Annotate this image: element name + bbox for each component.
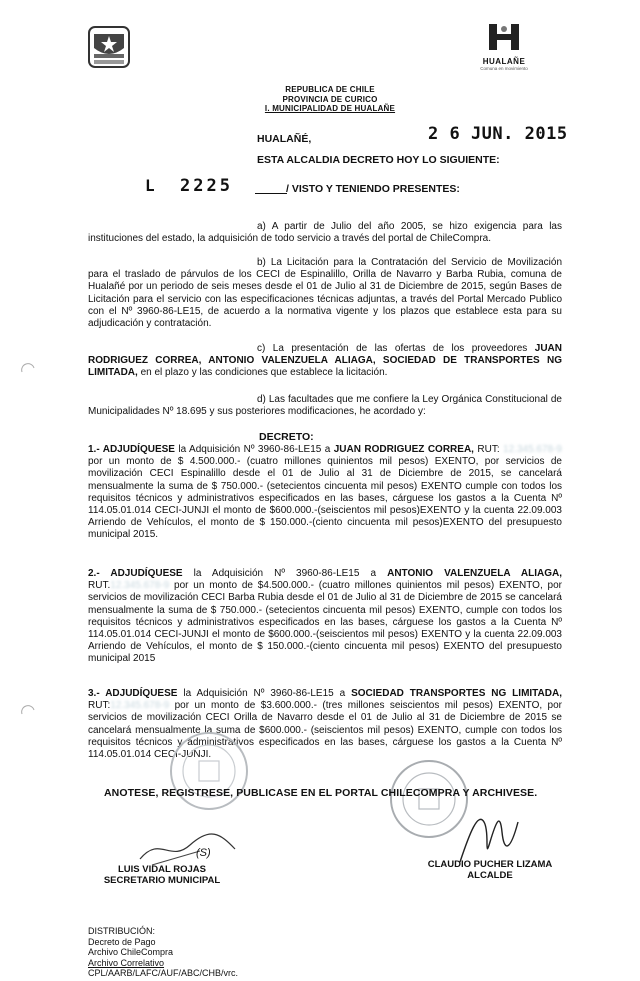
header-line-1: REPUBLICA DE CHILE [285,85,375,94]
item-1-rut: 12.345.678-9 [503,444,562,455]
item-3 [88,688,562,761]
punch-hole-icon [20,360,36,376]
distribution-line: Decreto de Pago [88,936,156,947]
item-2-lead: 2.- ADJUDÍQUESE [88,568,183,579]
secretary-title: SECRETARIO MUNICIPAL [103,875,221,886]
considerando-c [88,343,562,380]
item-1-lead: 1.- ADJUDÍQUESE [88,444,175,455]
considerando-c-bold: JUAN RODRIGUEZ CORREA, ANTONIO VALENZUELA ALIAGA, SOCIEDAD DE TRANSPORTES NG LIMITADA, [88,343,562,379]
distribution-line: CPL/AARB/LAFC/AUF/ABC/CHB/vrc. [88,968,239,978]
decree-number: 2225 [180,176,233,196]
distribution-line: Archivo ChileCompra [88,947,174,957]
header-line-3: I. MUNICIPALIDAD DE HUALAÑE [264,104,396,113]
decree-prefix: L [145,176,155,195]
item-3-text-1: la Adquisición Nº 3960-86-LE15 a [177,688,352,699]
secretary-signature-block [82,864,242,886]
secretary-substitute-mark: (S) [196,847,211,859]
considerando-d: d) Las facultades que me confiere la Ley Orgánica Constitucional de Municipalidades Nº 18.695 y sus posteriores modificaciones, he acordado y: [88,394,562,418]
distribution-list [88,926,348,979]
item-2-name: ANTONIO VALENZUELA ALIAGA, [387,568,562,579]
item-2-text-2: RUT. [88,580,111,592]
mayor-signature-block [410,859,570,881]
distribution-title: DISTRIBUCIÓN: [88,926,156,936]
considerando-c-post: en el plazo y las condiciones que establece la licitación. [137,367,388,379]
hualane-logo [474,22,534,72]
item-3-lead: 3.- ADJUDÍQUESE [88,688,178,699]
item-1 [88,444,562,542]
item-1-text-1: la Adquisición Nº 3960-86-LE15 a [174,444,334,455]
place-label: HUALAÑÉ, [257,133,312,145]
decree-number-underline [255,193,287,194]
punch-hole-icon [20,702,36,718]
item-2-text-3: por un monto de $4.500.000.- (cuatro millones quinientos mil pesos) EXENTO, por servicios de movilización CECI Barba Rubia desde el 01 de Julio al 31 de Diciembre de 2015 se cancelará mensualmente la suma de $ 750.000.- (setecientos cincuenta mil pesos) EXENTO, cumple con todos los requisitos técnicos y administrativos especificados en las bases, cárguese los gastos a la Cuenta Nº 114.05.01.014 CECI-JUNJI el monto de $600.000.-(seiscientos mil pesos) EXENTO y la cuenta 22.09.003 Arriendo de Vehículos, el monto de $ 150.000.-(ciento cincuenta mil pesos) EXENTO del presupuesto municipal 2015 [88,580,562,665]
item-3-text-3: por un monto de $3.600.000.- (tres millones seiscientos mil pesos) EXENTO, por servicios de movilización CECI Orilla de Navarro desde el 01 de Julio al 31 de Diciembre de 2015 se cancelará mensualmente la suma de $600.000.- (seiscientos mil pesos) EXENTO, cumple con todos los requisitos técnicos y administrativos especificados en las bases, cárguese los gastos a la Cuenta Nº 114.05.01.014 CECI-JUNJI. [88,700,562,761]
closing-statement: ANOTESE, REGISTRESE, PUBLICASE EN EL PORTAL CHILECOMPRA Y ARCHIVESE. [104,787,538,799]
date-stamp: 2 6 JUN. 2015 [428,124,568,144]
mayor-title: ALCALDE [467,870,513,881]
item-1-name: JUAN RODRIGUEZ CORREA, [333,444,474,455]
decree-intro: ESTA ALCALDIA DECRETO HOY LO SIGUIENTE: [257,154,500,166]
item-3-rut: 12.345.678-9 [110,700,170,712]
distribution-line: Archivo Correlativo [88,957,165,968]
mayor-name: CLAUDIO PUCHER LIZAMA [427,859,553,870]
visto-label: / VISTO Y TENIENDO PRESENTES: [286,183,460,195]
item-3-name: SOCIEDAD TRANSPORTES NG LIMITADA, [351,688,562,699]
logo-tagline: Comuna en movimiento [480,66,528,71]
hualane-h-icon [486,22,522,52]
header-line-2: PROVINCIA DE CURICO [282,94,378,104]
secretaria-stamp-icon [168,730,250,812]
item-1-text-3: por un monto de $ 4.500.000.- (cuatro millones quinientos mil pesos) EXENTO, por servicios de movilización CECI Espinalillo desde el 01 de Julio al 31 de Diciembre de 2015, se cancelará mensualmente la suma de $ 750.000.- (setecientos cincuenta mil pesos) EXENTO cumple con todos los requisitos técnicos y administrativos especificados en las bases, cárguese los gastos a la Cuenta Nº 114.05.01.014 CECI-JUNJI el monto de $600.000.-(seiscientos mil pesos)EXENTO y la cuenta 22.09.003 Arriendo de Vehículos, el monto de $ 150.000.-(ciento cincuenta mil pesos)EXENTO del presupuesto municipal 2015. [88,456,562,541]
item-2-rut: 12.345.678-9 [110,580,170,592]
considerando-c-pre: c) La presentación de las ofertas de los proveedores [257,343,535,354]
secretary-name: LUIS VIDAL ROJAS [118,864,206,875]
item-2-text-1: la Adquisición Nº 3960-86-LE15 a [182,568,388,579]
decreto-title: DECRETO: [259,431,314,443]
considerando-b: b) La Licitación para la Contratación del Servicio de Movilización para el traslado de párvulos de los CECI de Espinalillo, Orilla de Navarro y Barba Rubia, comuna de Hualañé por un periodo de seis meses desde el 01 de Julio al 31 de Diciembre de 2015, según Bases de Licitación para el servicio con las especificaciones técnicas adjuntas, a través del Portal Mercado Publico con el Nº 3960-86-LE15, de acuerdo a la normativa vigente y los plazos que establece esta para su adjudicación y contratación. [88,257,562,330]
logo-name: HUALAÑE [482,57,526,66]
item-3-text-2: RUT: [88,700,111,712]
institution-header [240,85,420,114]
item-2 [88,568,562,666]
considerando-a: a) A partir de Julio del año 2005, se hizo exigencia para las instituciones del estado, la adquisición de todo servicio a través del portal de ChileCompra. [88,221,562,245]
coat-of-arms-icon [86,24,132,70]
item-1-text-2: RUT: [473,444,504,455]
